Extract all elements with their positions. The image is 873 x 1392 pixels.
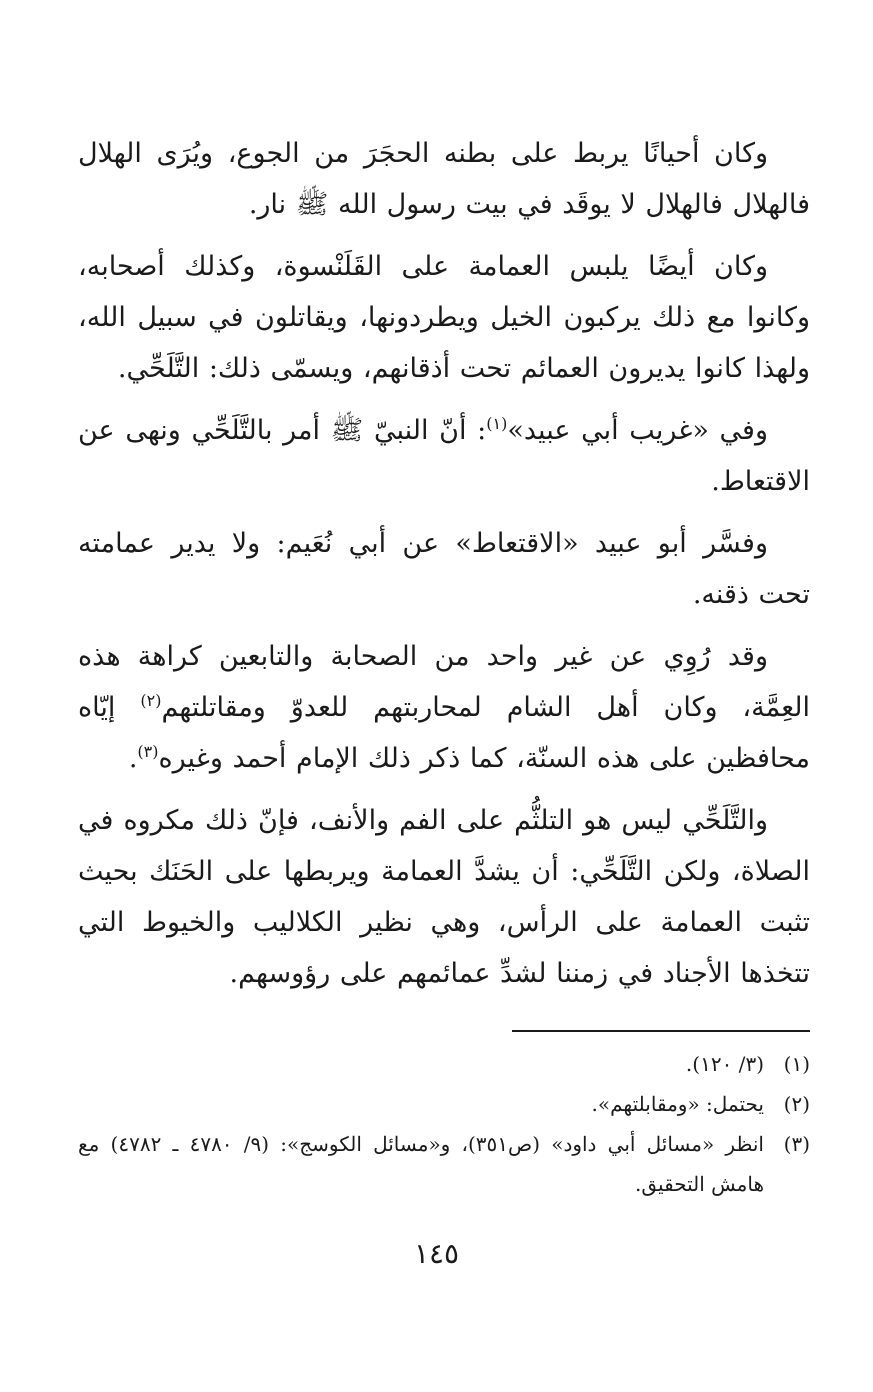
paragraph-4 bbox=[78, 518, 810, 620]
footnote-text: يحتمل: «ومقابلتهم». bbox=[591, 1092, 764, 1116]
paragraph-text: وقد رُوِي عن غير واحد من الصحابة والتابعين كراهة هذه العِمَّة، وكان أهل الشام لمحاربتهم للعدوّ ومقاتلتهم bbox=[78, 641, 810, 723]
paragraph-text: وفسَّر أبو عبيد «الاقتعاط» عن أبي نُعَيم: ولا يدير عمامته تحت ذقنه. bbox=[78, 528, 810, 610]
footnote-ref-2[interactable]: (٢) bbox=[140, 691, 162, 710]
footnote-3 bbox=[78, 1124, 810, 1204]
paragraph-1 bbox=[78, 128, 810, 230]
footnote-separator bbox=[512, 1030, 810, 1032]
footnote-number: (٢) bbox=[783, 1092, 810, 1116]
paragraph-text: وكان أيضًا يلبس العمامة على القَلَنْسوة، وكذلك أصحابه، وكانوا مع ذلك يركبون الخيل ويطردونها، ويقاتلون في سبيل الله، ولهذا كانوا يديرون العمائم تحت أذقانهم، ويسمّى ذلك: التَّلَحِّي. bbox=[78, 251, 810, 384]
footnote-ref-3[interactable]: (٣) bbox=[137, 742, 159, 761]
footnotes bbox=[78, 1044, 810, 1204]
paragraph-6 bbox=[78, 795, 810, 999]
footnote-1 bbox=[78, 1044, 810, 1084]
main-text bbox=[78, 128, 810, 1010]
paragraph-text: : أنّ النبيّ ﷺ أمر بالتَّلَحِّي ونهى عن الاقتعاط. bbox=[78, 415, 810, 497]
paragraph-text: وفي «غريب أبي عبيد» bbox=[507, 415, 768, 446]
footnote-ref-1[interactable]: (١) bbox=[486, 414, 508, 433]
footnote-text: (٣/ ١٢٠). bbox=[685, 1052, 764, 1076]
footnote-number: (١) bbox=[783, 1052, 810, 1076]
paragraph-text: إيّاه محافظين على هذه السنّة، كما ذكر ذلك الإمام أحمد وغيره bbox=[78, 692, 810, 774]
paragraph-text: . bbox=[128, 743, 138, 774]
paragraph-3 bbox=[78, 405, 810, 507]
page-number: ١٤٥ bbox=[413, 1237, 460, 1270]
paragraph-5 bbox=[78, 631, 810, 784]
footnote-2 bbox=[78, 1084, 810, 1124]
paragraph-2 bbox=[78, 241, 810, 394]
paragraph-text: وكان أحيانًا يربط على بطنه الحجَرَ من الجوع، ويُرَى الهلال فالهلال فالهلال لا يوقَد في بيت رسول الله ﷺ نار. bbox=[78, 138, 810, 220]
footnote-text: انظر «مسائل أبي داود» (ص٣٥١)، و«مسائل الكوسج»: (٩/ ٤٧٨٠ ـ ٤٧٨٢) مع هامش التحقيق. bbox=[78, 1132, 764, 1196]
paragraph-text: والتَّلَحِّي ليس هو التلثُّم على الفم والأنف، فإنّ ذلك مكروه في الصلاة، ولكن التَّلَحِّي: أن يشدَّ العمامة ويربطها على الحَنَك بحيث تثبت العمامة على الرأس، وهي نظير الكلاليب والخيوط التي تتخذها الأجناد في زمننا لشدِّ عمائمهم على رؤوسهم. bbox=[78, 805, 810, 989]
footnote-number: (٣) bbox=[783, 1132, 810, 1156]
